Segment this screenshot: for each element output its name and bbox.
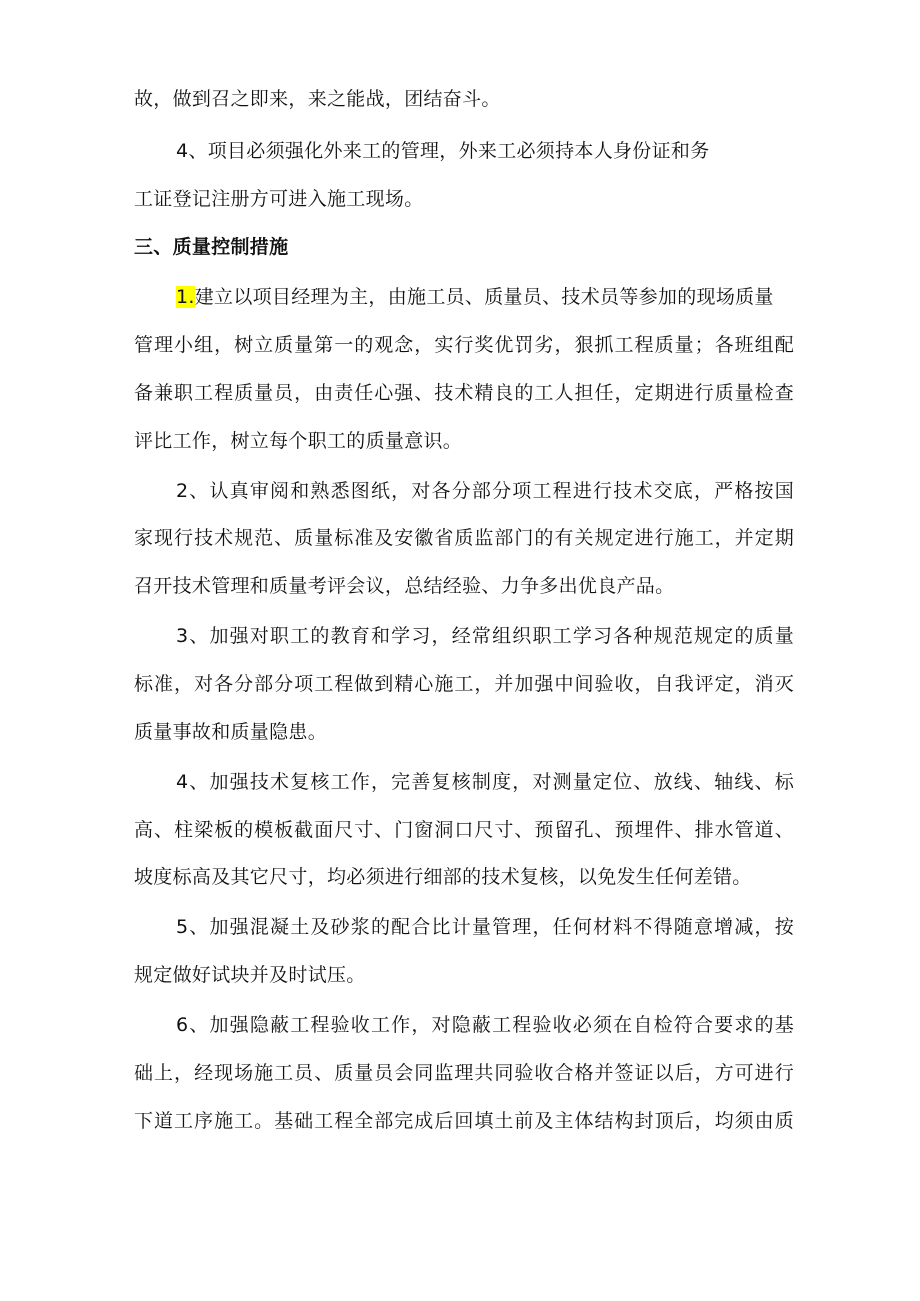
paragraph-line: 工证登记注册方可进入施工现场。 (134, 188, 424, 210)
paragraph-line: 2、认真审阅和熟悉图纸，对各分部分项工程进行技术交底，严格按国 (176, 480, 794, 502)
paragraph-line: 4、项目必须强化外来工的管理，外来工必须持本人身份证和务 (176, 140, 710, 162)
paragraph-line-first (176, 282, 794, 312)
paragraph-line: 管理小组，树立质量第一的观念，实行奖优罚劣，狠抓工程质量；各班组配 (134, 334, 794, 356)
paragraph-line: 5、加强混凝土及砂浆的配合比计量管理，任何材料不得随意增减，按 (176, 916, 794, 938)
paragraph-line: 标准，对各分部分项工程做到精心施工，并加强中间验收，自我评定，消灭 (134, 673, 794, 695)
paragraph-line: 础上，经现场施工员、质量员会同监理共同验收合格并签证以后，方可进行 (134, 1062, 794, 1084)
paragraph-line: 故，做到召之即来，来之能战，团结奋斗。 (134, 88, 501, 110)
paragraph-line: 坡度标高及其它尺寸，均必须进行细部的技术复核，以免发生任何差错。 (134, 866, 752, 888)
paragraph-text: 建立以项目经理为主，由施工员、质量员、技术员等参加的现场质量 (194, 286, 774, 308)
paragraph-line: 规定做好试块并及时试压。 (134, 964, 366, 986)
paragraph-line: 评比工作，树立每个职工的质量意识。 (134, 430, 463, 452)
highlighted-number: 1. (176, 286, 195, 308)
paragraph-line: 高、柱梁板的模板截面尺寸、门窗洞口尺寸、预留孔、预埋件、排水管道、 (134, 819, 794, 841)
paragraph-line: 4、加强技术复核工作，完善复核制度，对测量定位、放线、轴线、标 (176, 771, 794, 793)
paragraph-line: 3、加强对职工的教育和学习，经常组织职工学习各种规范规定的质量 (176, 625, 794, 647)
section-heading: 三、质量控制措施 (134, 236, 289, 258)
paragraph-line: 家现行技术规范、质量标准及安徽省质监部门的有关规定进行施工，并定期 (134, 527, 794, 549)
paragraph-line: 召开技术管理和质量考评会议，总结经验、力争多出优良产品。 (134, 575, 675, 597)
paragraph-line: 下道工序施工。基础工程全部完成后回填土前及主体结构封顶后，均须由质 (134, 1110, 794, 1132)
paragraph-line: 质量事故和质量隐患。 (134, 721, 328, 743)
paragraph-line: 6、加强隐蔽工程验收工作，对隐蔽工程验收必须在自检符合要求的基 (176, 1014, 794, 1036)
paragraph-line: 备兼职工程质量员，由责任心强、技术精良的工人担任，定期进行质量检查 (134, 382, 794, 404)
